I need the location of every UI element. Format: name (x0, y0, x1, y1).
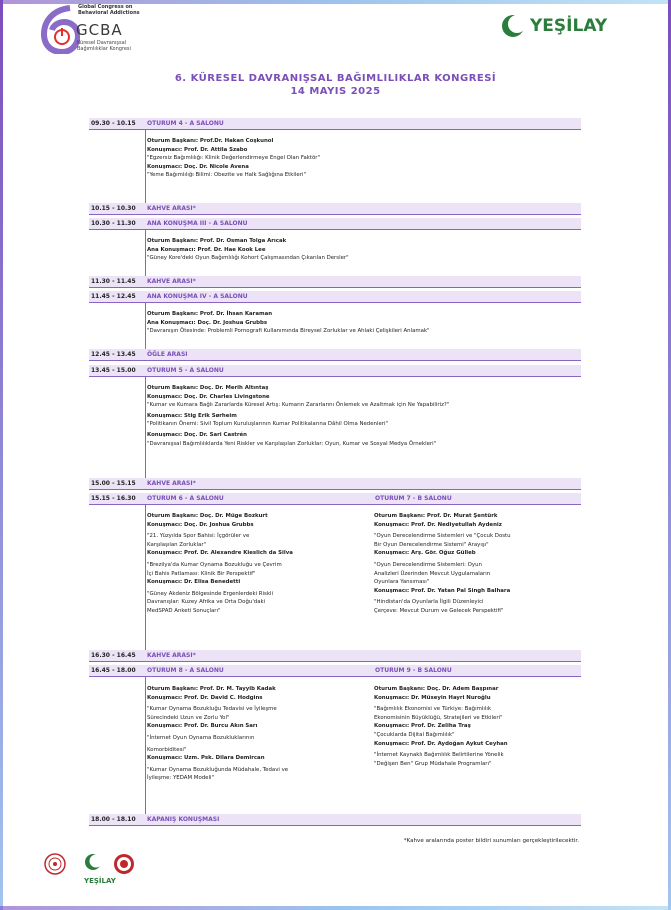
footer-yesilay-wordmark: YEŞİLAY (84, 877, 116, 885)
speaker: Konuşmacı: Prof. Dr. Zeliha Traş (374, 723, 471, 730)
speaker: Konuşmacı: Prof. Dr. Nediyetullah Aydeniz (374, 521, 502, 528)
talk-title: "Brezilya'da Kumar Oynama Bozukluğu ve Çevrim (147, 561, 282, 568)
yesilay-logo (500, 11, 607, 41)
speaker: Konuşmacı: Stig Erik Sørheim (147, 412, 237, 419)
speaker: Konuşmacı: Prof. Dr. Attila Szabo (147, 146, 248, 153)
talk-title: "Davranışın Ötesinde: Problemli Pornografi Kullanımında Bireysel Zorluklar ve Ahlaki Çelişkileri Anlamak" (147, 328, 430, 335)
schedule-row (89, 665, 581, 677)
row-title-b: OTURUM 7 - B SALONU (375, 495, 452, 502)
gcba-sub1: Küresel Davranışsal (77, 40, 127, 46)
divider (145, 303, 146, 349)
schedule-row (89, 478, 581, 490)
talk-title: "Güney Kore'deki Oyun Bağımlılığı Kohort Çalışmasından Çıkarılan Dersler" (147, 255, 349, 262)
chair: Oturum Başkanı: Prof. Dr. M. Tayyib Kadak (147, 686, 276, 692)
divider (145, 130, 146, 203)
talk-title: "Bağımlılık Ekonomisi ve Türkiye: Bağımlılık (374, 706, 491, 713)
row-title: KAHVE ARASI* (147, 205, 196, 212)
row-title: ANA KONUŞMA III - A SALONU (147, 220, 248, 227)
page-date: 14 MAYIS 2025 (290, 86, 381, 97)
bottom-decoration (0, 906, 671, 910)
chair: Oturum Başkanı: Prof. Dr. Osman Tolga Arıcak (147, 238, 287, 244)
talk-title: "Hindistan'da Oyunlarla İlgili Düzenleyici (374, 599, 484, 606)
talk-title: MedSPAD Anketi Sonuçları" (147, 607, 221, 614)
talk-title: "İnternet Oyun Oynama Bozukluklarının (147, 734, 255, 741)
talk-title: "İnternet Kaynaklı Bağımlılık Belirtilerine Yönelik (374, 752, 504, 759)
talk-title: Karşılaşılan Zorluklar" (147, 541, 207, 548)
row-time: 18.00 - 18.10 (91, 816, 136, 823)
gcba-title: GCBA (76, 21, 123, 39)
row-time: 13.45 - 15.00 (91, 367, 136, 374)
talk-title: İyileşme: YEDAM Modeli" (147, 775, 214, 782)
talk-title: "Değişen Ben" Grup Müdahale Programları" (374, 760, 492, 767)
talk-title: İçi Bahis Patlaması: Klinik Bir Perspektif" (147, 570, 256, 577)
institution-seal-icon (113, 853, 135, 875)
ministry-seal-icon (44, 853, 66, 875)
divider (145, 230, 146, 276)
row-title: KAPANIŞ KONUŞMASI (147, 816, 220, 823)
talk-title: "Oyun Derecelendirme Sistemleri: Oyun (374, 561, 482, 568)
talk-title: "Kumar Oynama Bozukluğu Tedavisi ve İyileşme (147, 706, 277, 713)
talk-title: "Oyun Derecelendirme Sistemleri ve "Çocuk Dostu (374, 533, 511, 540)
chair: Oturum Başkanı: Prof. Dr. İhsan Karaman (147, 311, 273, 317)
schedule-row (89, 650, 581, 662)
talk-title: Bir Oyun Derecelendirme Sistemi" Arayışı" (374, 541, 489, 548)
row-time: 10.15 - 10.30 (91, 205, 136, 212)
row-time: 11.30 - 11.45 (91, 278, 136, 285)
schedule-row (89, 814, 581, 826)
speaker: Konuşmacı: Prof. Dr. Alexandre Kieslich da Silva (147, 550, 293, 557)
schedule-row (89, 118, 581, 130)
left-border (0, 0, 3, 910)
keynote-3-details (147, 237, 577, 263)
session-9-details (374, 685, 594, 768)
divider (145, 677, 146, 814)
gcba-line2: Behavioral Addictions (78, 10, 140, 16)
gcba-emblem-icon (40, 4, 80, 54)
row-time: 10.30 - 11.30 (91, 220, 136, 227)
row-time: 16.30 - 16.45 (91, 652, 136, 659)
row-time: 12.45 - 13.45 (91, 351, 136, 358)
schedule-row (89, 218, 581, 230)
session-5-details (147, 384, 577, 448)
talk-title: "Kumar ve Kumara Bağlı Zararlarda Küresel Artış: Kumarın Zararlarını Önlemek ve Azaltmak için Ne Yapabiliriz?" (147, 402, 450, 409)
row-time: 16.45 - 18.00 (91, 667, 136, 674)
speaker: Konuşmacı: Arş. Gör. Oğuz Gülleb (374, 550, 476, 557)
talk-title: "Çocuklarda Dijital Bağımlılık" (374, 731, 455, 738)
chair: Oturum Başkanı: Doç. Dr. Adem Başpınar (374, 686, 499, 692)
schedule-row (89, 349, 581, 361)
speaker: Konuşmacı: Dr. Müseyin Hayri Nuroğlu (374, 694, 491, 701)
schedule-row (89, 276, 581, 288)
row-title: OTURUM 5 - A SALONU (147, 367, 224, 374)
talk-title: "Politikanın Önemi: Sivil Toplum Kuruluşlarının Kumar Politikalarına Dâhil Olma Nedenleri" (147, 421, 388, 428)
keynote-4-details (147, 310, 577, 336)
talk-title: Analizleri Üzerinden Mevcut Uygulamaların (374, 570, 491, 577)
row-title: ÖĞLE ARASI (147, 351, 188, 358)
speaker: Konuşmacı: Dr. Elisa Benedetti (147, 579, 241, 586)
row-time: 11.45 - 12.45 (91, 293, 136, 300)
schedule-row (89, 291, 581, 303)
talk-title: Oyunlara Yansıması" (374, 579, 430, 586)
footer-note: *Kahve aralarında poster bildiri sunumları gerçekleştirilecektir. (403, 838, 579, 844)
schedule-row (89, 365, 581, 377)
row-title: OTURUM 6 - A SALONU (147, 495, 224, 502)
talk-title: Ekonomisinin Büyüklüğü, Stratejileri ve Etkileri" (374, 714, 503, 721)
talk-title: Çerçeve: Mevcut Durum ve Gelecek Perspektifi" (374, 607, 504, 614)
divider (145, 505, 146, 650)
speaker: Konuşmacı: Prof. Dr. David C. Hodgins (147, 694, 263, 701)
page-title: 6. KÜRESEL DAVRANIŞSAL BAĞIMLILIKLAR KONGRESİ (174, 73, 497, 84)
talk-title: "Egzersiz Bağımlılığı: Klinik Değerlendirmeye Engel Olan Faktör" (147, 155, 320, 162)
chair: Oturum Başkanı: Doç. Dr. Müge Bozkurt (147, 513, 268, 519)
gcba-line1: Global Congress on (78, 4, 133, 10)
speaker: Konuşmacı: Doç. Dr. Joshua Grubbs (147, 521, 254, 528)
talk-title: "Kumar Oynama Bozukluğunda Müdahale, Tedavi ve (147, 766, 289, 773)
row-time: 15.15 - 16.30 (91, 495, 136, 502)
session-6-details (147, 512, 367, 616)
talk-title: Davranışlar: Kuzey Afrika ve Orta Doğu'daki (147, 599, 266, 606)
talk-title: Komorbiditesi" (147, 746, 187, 753)
talk-title: "Yeme Bağımlılığı Bilimi: Obezite ve Halk Sağlığına Etkileri" (147, 172, 306, 179)
talk-title: Sürecindeki Uzun ve Zorlu Yol" (147, 714, 230, 721)
session-4-details (147, 137, 577, 180)
divider (145, 377, 146, 478)
row-title: OTURUM 8 - A SALONU (147, 667, 224, 674)
speaker: Konuşmacı: Doç. Dr. Nicole Avena (147, 163, 249, 170)
row-time: 09.30 - 10.15 (91, 120, 136, 127)
row-title: OTURUM 4 - A SALONU (147, 120, 224, 127)
chair: Oturum Başkanı: Prof.Dr. Hakan Coşkunol (147, 138, 274, 144)
speaker: Konuşmacı: Doç. Dr. Sari Castrén (147, 431, 248, 438)
speaker: Konuşmacı: Prof. Dr. Burcu Akın Sarı (147, 723, 258, 730)
speaker: Konuşmacı: Prof. Dr. Yatan Pal Singh Balhara (374, 587, 511, 594)
row-title: KAHVE ARASI* (147, 480, 196, 487)
row-title: KAHVE ARASI* (147, 278, 196, 285)
session-7-details (374, 512, 594, 616)
chair: Oturum Başkanı: Doç. Dr. Merih Altıntaş (147, 385, 269, 391)
speaker: Konuşmacı: Prof. Dr. Aydoğan Aykut Ceyhan (374, 740, 508, 747)
chair: Oturum Başkanı: Prof. Dr. Murat Şentürk (374, 513, 498, 519)
row-title-b: OTURUM 9 - B SALONU (375, 667, 452, 674)
row-title: KAHVE ARASI* (147, 652, 196, 659)
speaker: Konuşmacı: Doç. Dr. Charles Livingstone (147, 393, 270, 400)
session-8-details (147, 685, 367, 783)
yesilay-wordmark: YEŞİLAY (530, 16, 608, 36)
row-title: ANA KONUŞMA IV - A SALONU (147, 293, 248, 300)
gcba-sub2: Bağımlılıklar Kongresi (77, 46, 131, 52)
crescent-icon (500, 13, 526, 39)
talk-title: "Davranışsal Bağımlılıklarda Yeni Riskler ve Karşılaşılan Zorluklar: Oyun, Kumar ve Sosyal Medya Örnekleri" (147, 440, 437, 447)
talk-title: "21. Yüzyılda Spor Bahisi: İçgörüler ve (147, 533, 250, 540)
schedule-row (89, 203, 581, 215)
speaker: Ana Konuşmacı: Prof. Dr. Hae Kook Lee (147, 246, 266, 253)
yesilay-crescent-icon (84, 853, 102, 871)
speaker: Ana Konuşmacı: Doç. Dr. Joshua Grubbs (147, 319, 268, 326)
schedule-row (89, 493, 581, 505)
speaker: Konuşmacı: Uzm. Psk. Dilara Demircan (147, 755, 265, 762)
talk-title: "Güney Akdeniz Bölgesinde Ergenlerdeki Riskli (147, 590, 273, 597)
row-time: 15.00 - 15.15 (91, 480, 136, 487)
